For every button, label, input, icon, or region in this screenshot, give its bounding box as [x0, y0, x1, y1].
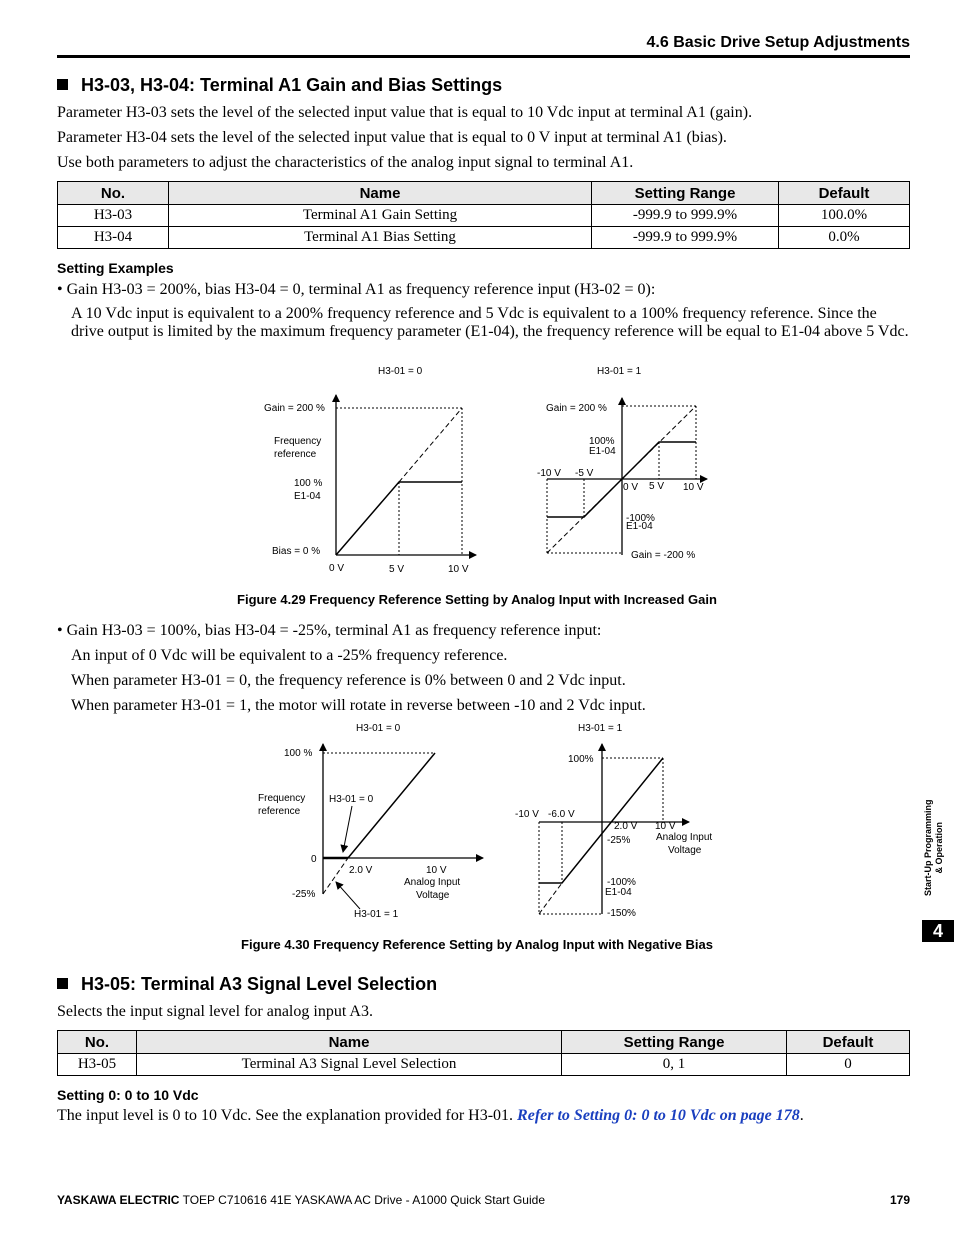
label: Gain = 200 %	[264, 403, 325, 414]
paragraph: Parameter H3-04 sets the level of the selected input value that is equal to 0 V input at terminal A1 (bias).	[57, 129, 727, 146]
label: E1-04	[626, 521, 653, 532]
table-cell: 0, 1	[562, 1054, 787, 1076]
figure-4-30	[0, 718, 954, 928]
table-cell: H3-04	[58, 227, 169, 249]
label: Analog Input	[656, 832, 713, 843]
parameter-table-h3-03-h3-04	[57, 181, 910, 249]
table-row	[58, 227, 910, 249]
bullet-item: • Gain H3-03 = 100%, bias H3-04 = -25%, terminal A1 as frequency reference input:	[57, 622, 602, 639]
tick-label: 0 V	[623, 482, 639, 493]
paragraph	[57, 1107, 804, 1125]
tick-label: 10 V	[683, 482, 704, 493]
label: 100 %	[294, 478, 323, 489]
paragraph-text: .	[799, 1107, 804, 1124]
label: -100%	[626, 513, 655, 524]
figure-4-29	[0, 360, 954, 590]
label: Voltage	[416, 890, 450, 901]
page-number: 179	[889, 1193, 910, 1207]
dashed-negative-line	[539, 883, 562, 914]
section-heading-text: H3-05: Terminal A3 Signal Level Selection	[81, 974, 438, 994]
graph-title: H3-01 = 0	[356, 723, 401, 734]
tick-label: 2.0 V	[614, 821, 638, 832]
tick-label: -5 V	[575, 468, 594, 479]
table-cell: 0.0%	[779, 227, 910, 249]
dashed-negative-line	[323, 858, 348, 894]
column-header: No.	[58, 182, 169, 205]
tick-label: 5 V	[389, 564, 405, 575]
label: E1-04	[294, 491, 321, 502]
column-header: Default	[787, 1031, 910, 1054]
section-heading-h3-03	[57, 75, 502, 96]
table-row	[58, 1054, 910, 1076]
tick-label: 100 %	[284, 748, 313, 759]
table-cell: Terminal A3 Signal Level Selection	[137, 1054, 562, 1076]
tick-label: 2.0 V	[349, 865, 373, 876]
page-header	[57, 33, 910, 58]
table-cell: H3-03	[58, 205, 169, 227]
paragraph: Use both parameters to adjust the characteristics of the analog input signal to terminal A1.	[57, 154, 634, 171]
paragraph: An input of 0 Vdc will be equivalent to a -25% frequency reference.	[71, 647, 508, 664]
graph-title: H3-01 = 1	[578, 723, 623, 734]
chapter-tab: 4	[922, 920, 954, 942]
tick-label: 0	[311, 854, 317, 865]
figure-caption: Figure 4.30 Frequency Reference Setting by Analog Input with Negative Bias	[241, 937, 713, 952]
tick-label: 10 V	[448, 564, 469, 575]
table-cell: Terminal A1 Bias Setting	[169, 227, 592, 249]
tick-label: -6.0 V	[548, 809, 575, 820]
subheading-setting-examples: Setting Examples	[57, 260, 174, 276]
bullet-square-icon	[57, 79, 68, 90]
section-heading-h3-05	[57, 974, 437, 995]
pointer-arrow	[343, 806, 352, 852]
tick-label: 5 V	[649, 481, 665, 492]
label: Frequency	[258, 793, 306, 804]
tick-label: 10 V	[426, 865, 447, 876]
footer-brand: YASKAWA ELECTRIC	[57, 1193, 180, 1207]
tick-label: -25%	[607, 835, 631, 846]
paragraph: A 10 Vdc input is equivalent to a 200% frequency reference and 5 Vdc is equivalent to a 100% frequency reference. Since the drive output is limited by the maximum frequency parameter (E1-04), the frequency reference will be equal to E1-04 above 5 Vdc.	[71, 305, 909, 340]
label: Gain = -200 %	[631, 550, 696, 561]
paragraph: Selects the input signal level for analog input A3.	[57, 1003, 373, 1020]
section-title: 4.6 Basic Drive Setup Adjustments	[646, 34, 910, 51]
tick-label: 10 V	[655, 821, 676, 832]
tick-label: -25%	[292, 889, 316, 900]
label: Voltage	[668, 845, 702, 856]
bullet-square-icon	[57, 978, 68, 989]
label: E1-04	[589, 446, 616, 457]
table-cell: Terminal A1 Gain Setting	[169, 205, 592, 227]
section-heading-text: H3-03, H3-04: Terminal A1 Gain and Bias Settings	[81, 75, 503, 95]
graph-title: H3-01 = 0	[378, 366, 423, 377]
label: H3-01 = 1	[354, 909, 399, 920]
side-label-line: Start-Up Programming	[923, 799, 933, 896]
paragraph: When parameter H3-01 = 0, the frequency reference is 0% between 0 and 2 Vdc input.	[71, 672, 626, 689]
side-label-text	[923, 799, 945, 896]
figure-caption: Figure 4.29 Frequency Reference Setting by Analog Input with Increased Gain	[237, 592, 717, 607]
tick-label: -10 V	[537, 468, 561, 479]
label: Bias = 0 %	[272, 546, 321, 557]
tick-label: 0 V	[329, 563, 345, 574]
page-reference-link[interactable]: Refer to Setting 0: 0 to 10 Vdc on page 178	[517, 1107, 800, 1124]
column-header: Setting Range	[562, 1031, 787, 1054]
table-cell: H3-05	[58, 1054, 137, 1076]
graph-title: H3-01 = 1	[597, 366, 642, 377]
tick-label: -10 V	[515, 809, 539, 820]
column-header: Default	[779, 182, 910, 205]
side-label-line: & Operation	[934, 821, 944, 874]
column-header: Name	[169, 182, 592, 205]
label: 100%	[589, 436, 615, 447]
tick-label: -150%	[607, 908, 636, 919]
subheading-setting-0: Setting 0: 0 to 10 Vdc	[57, 1087, 199, 1103]
label: reference	[258, 806, 301, 817]
column-header: Name	[137, 1031, 562, 1054]
table-cell: -999.9 to 999.9%	[592, 205, 779, 227]
table-cell: 0	[787, 1054, 910, 1076]
dashed-gain-line	[399, 408, 462, 482]
paragraph: Parameter H3-03 sets the level of the selected input value that is equal to 10 Vdc input at terminal A1 (gain).	[57, 104, 753, 121]
table-row	[58, 205, 910, 227]
frequency-reference-line	[348, 753, 435, 858]
page-footer	[57, 1193, 910, 1207]
footer-doc: TOEP C710616 41E YASKAWA AC Drive - A1000 Quick Start Guide	[179, 1193, 545, 1207]
tick-label: 100%	[568, 754, 594, 765]
label: Analog Input	[404, 877, 461, 888]
table-cell: 100.0%	[779, 205, 910, 227]
label: Gain = 200 %	[546, 403, 607, 414]
label: Frequency	[274, 436, 322, 447]
frequency-reference-line	[539, 758, 663, 883]
parameter-table-h3-05	[57, 1030, 910, 1076]
bullet-item: • Gain H3-03 = 200%, bias H3-04 = 0, terminal A1 as frequency reference input (H3-02 = 0):	[57, 281, 656, 298]
label: reference	[274, 449, 317, 460]
pointer-arrow	[336, 882, 360, 909]
label: E1-04	[605, 887, 632, 898]
label: H3-01 = 0	[329, 794, 374, 805]
paragraph: When parameter H3-01 = 1, the motor will rotate in reverse between -10 and 2 Vdc input.	[71, 697, 646, 714]
paragraph-text: The input level is 0 to 10 Vdc. See the explanation provided for H3-01.	[57, 1107, 518, 1124]
table-cell: -999.9 to 999.9%	[592, 227, 779, 249]
column-header: No.	[58, 1031, 137, 1054]
column-header: Setting Range	[592, 182, 779, 205]
tick-label: -100%	[607, 877, 636, 888]
